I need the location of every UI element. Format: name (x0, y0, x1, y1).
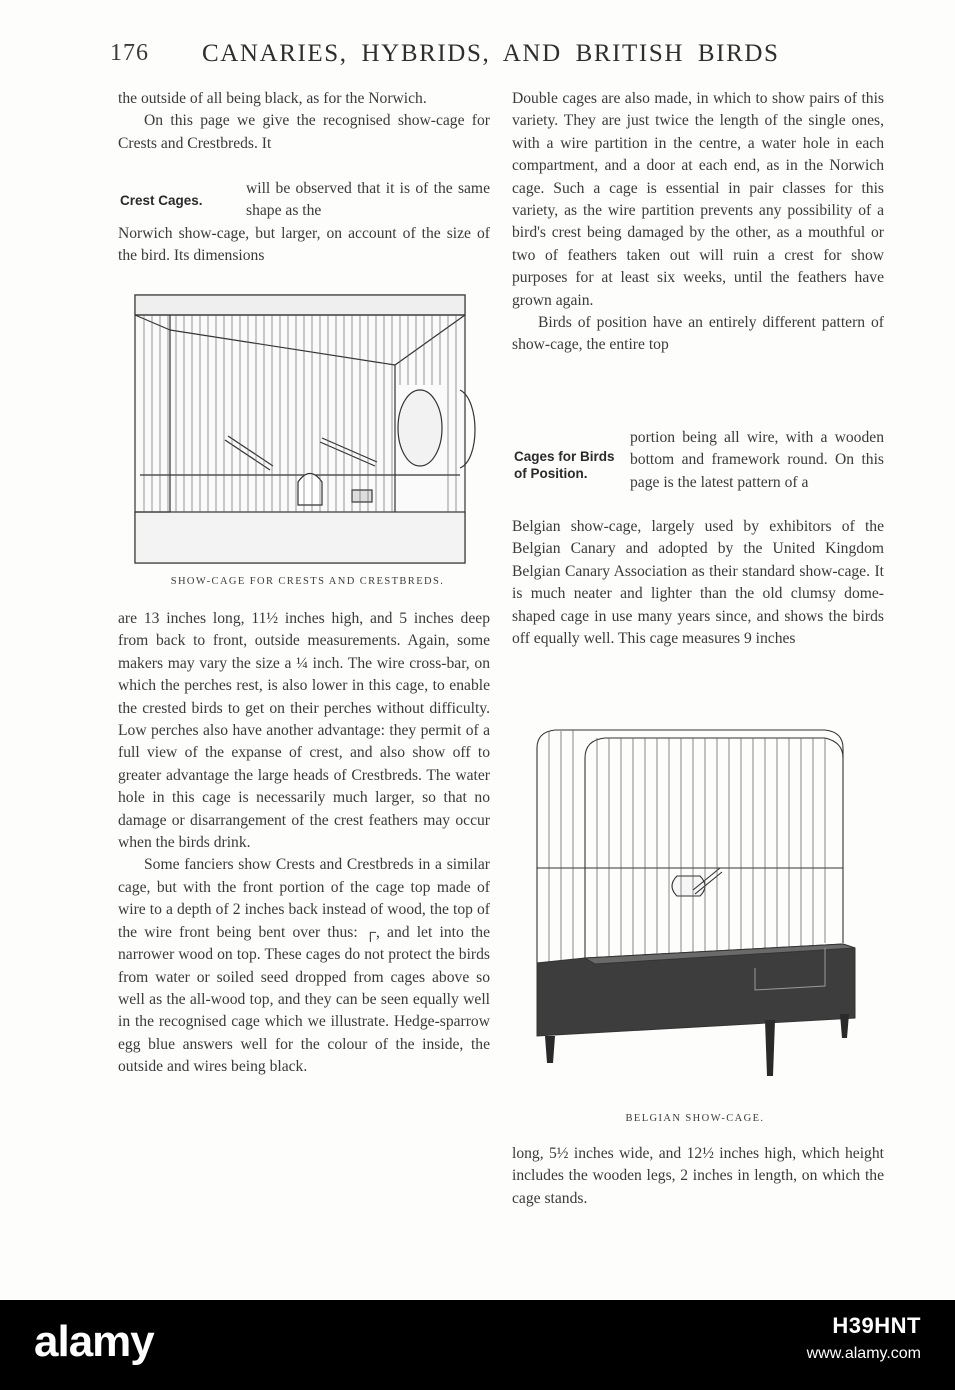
paragraph: long, 5½ inches wide, and 12½ inches high, which height includes the wooden legs, 2 inches in length, on which the cage stands. (512, 1145, 884, 1207)
sidenote-cages-for-birds-of-position: Cages for Birds of Position. (514, 449, 615, 481)
alamy-wordmark: alamy (34, 1317, 154, 1366)
paragraph: Some fanciers show Crests and Crestbreds in a similar cage, but with the front portion of the cage top made of wire to a depth of 2 inches back instead of wood, the top of the wire front being bent over thus: ┌, and let into the narrower wood on top. These cages do not protect the birds from water or soiled seed dropped from cages above so well as the all-wood top, and they can be seen equally well in the recognised cage which we illustrate. Hedge-sparrow egg blue answers well for the colour of the inside, the outside and wires being black. (118, 856, 490, 1076)
belgian-show-cage-illustration (525, 718, 865, 1103)
crest-show-cage-illustration (130, 290, 485, 570)
sidenote-crest-cages: Crest Cages. (120, 193, 203, 208)
page-number: 176 (110, 40, 149, 66)
right-column-intro (512, 88, 884, 357)
right-column-closing (512, 1143, 884, 1210)
paragraph: Birds of position have an entirely different pattern of show-cage, the entire top (512, 314, 884, 354)
paragraph: are 13 inches long, 11½ inches high, and 5 inches deep from back to front, outside measurements. Again, some makers may vary the size a ¼ inch. The wire cross-bar, on which the perches rest, is also lower in this cage, to enable the crested birds to get on their perches without difficulty. Low perches also have another advantage: they permit of a full view of the expanse of crest, and also show off to greater advantage the large heads of Crestbreds. The water hole in this cage is necessarily much larger, so that no damage or disarrangement of the crest feathers may occur when the birds drink. (118, 610, 490, 852)
figure-caption: BELGIAN SHOW-CAGE. (625, 1113, 765, 1124)
image-id: H39HNT (832, 1313, 921, 1338)
figure-caption: SHOW-CAGE FOR CRESTS AND CRESTBREDS. (170, 576, 445, 587)
left-column-body (118, 608, 490, 1079)
paragraph-continued: will be observed that it is of the same shape as the (246, 180, 490, 220)
running-title: CANARIES, HYBRIDS, AND BRITISH BIRDS (202, 40, 780, 67)
left-column-intro (118, 88, 490, 155)
paragraph-continued: Norwich show-cage, but larger, on account of the size of the bird. Its dimensions (118, 225, 490, 265)
paragraph: Double cages are also made, in which to show pairs of this variety. They are just twice the length of the single ones, with a wire partition in the centre, a water hole in each compartment, and a door at each end, as in the Norwich cage. Such a cage is essential in pair classes for this variety, as the wire partition prevents any possibility of a bird's crest being damaged by the other, as a mouthful or two of feathers taken out will ruin a crest for show purposes for at least six weeks, until the feathers have grown again. (512, 90, 884, 309)
alamy-logo (34, 1315, 294, 1375)
paragraph-continued: portion being all wire, with a wooden bottom and framework round. On this page is the latest pattern of a (630, 429, 884, 491)
watermark-url: www.alamy.com (806, 1345, 921, 1362)
paragraph-continued: Belgian show-cage, largely used by exhibitors of the Belgian Canary and adopted by the United Kingdom Belgian Canary Association as their standard show-cage. It is much neater and lighter than the old clumsy dome-shaped cage in use many years since, and shows the birds off equally well. This cage measures 9 inches (512, 518, 884, 648)
paragraph: On this page we give the recognised show-cage for Crests and Crestbreds. It (118, 112, 490, 152)
paragraph: the outside of all being black, as for the Norwich. (118, 90, 427, 107)
page-header (110, 40, 890, 80)
